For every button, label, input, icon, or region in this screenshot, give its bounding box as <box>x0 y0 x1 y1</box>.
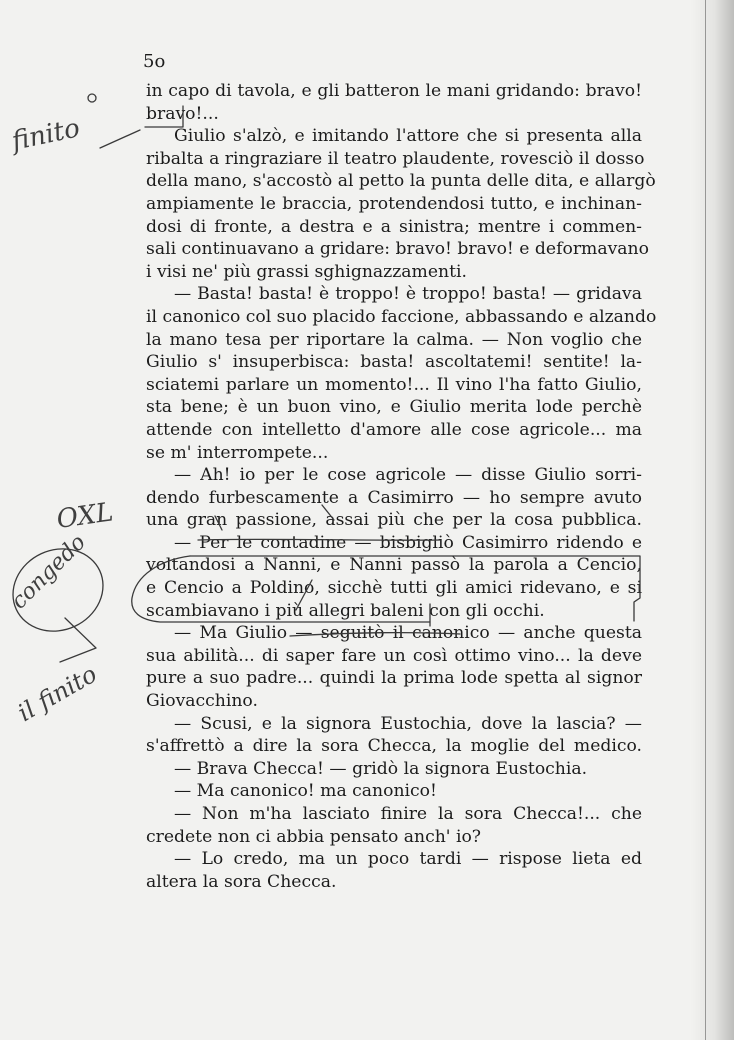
text-line: della mano, s'accostò al petto la punta delle dita, e allargò <box>146 171 656 192</box>
text-line: — Ah! io per le cose agricole — disse Giulio sorri- <box>174 465 642 486</box>
text-line: — Ma canonico! ma canonico! <box>174 781 437 802</box>
text-line: ribalta a ringraziare il teatro plaudente, rovesciò il dosso <box>146 148 645 169</box>
text-line: — Per le contadine — bisbigliò Casimirro ridendo e <box>174 532 642 553</box>
text-line: sciatemi parlare un momento!... Il vino l'ha fatto Giulio, <box>146 374 642 395</box>
text-line: — Lo credo, ma un poco tardi — rispose lieta ed <box>174 849 642 870</box>
text-line: una gran passione, assai più che per la cosa pubblica. <box>146 510 642 531</box>
text-line: — Scusi, e la signora Eustochia, dove la lascia? — <box>174 713 642 734</box>
page-number: 5o <box>143 51 166 72</box>
text-line: sta bene; è un buon vino, e Giulio merita lode perchè <box>146 397 642 418</box>
text-line: il canonico col suo placido faccione, abbassando e alzando <box>146 306 657 327</box>
body-text <box>146 80 657 893</box>
text-line: altera la sora Checca. <box>146 871 337 892</box>
text-line: credete non ci abbia pensato anch' io? <box>146 826 482 847</box>
text-line: Giulio s' insuperbisca: basta! ascoltatemi! sentite! la- <box>146 352 642 373</box>
text-line: e Cencio a Poldino, sicchè tutti gli amici ridevano, e si <box>146 578 642 599</box>
annotation-bracket-arrow <box>60 618 96 662</box>
text-line: Giovacchino. <box>146 691 258 712</box>
text-line: i visi ne' più grassi sghignazzamenti. <box>146 261 467 282</box>
text-line: — Ma Giulio — seguitò il canonico — anche questa <box>174 623 642 644</box>
page-binding-edge <box>705 0 706 1040</box>
annotation-arrow-top <box>100 130 140 148</box>
text-line: dosi di fronte, a destra e a sinistra; mentre i commen- <box>146 216 642 237</box>
text-line: bravo!... <box>146 103 219 124</box>
margin-note-mid-text-1: OXL <box>54 497 116 535</box>
text-line: s'affrettò a dire la sora Checca, la moglie del medico. <box>146 736 642 757</box>
text-line: voltandosi a Nanni, e Nanni passò la parola a Cencio, <box>146 555 642 576</box>
text-line: — Brava Checca! — gridò la signora Eustochia. <box>174 758 588 779</box>
text-line: scambiavano i più allegri baleni con gli occhi. <box>146 600 545 621</box>
margin-note-bottom-text: il finito <box>13 659 102 728</box>
page-binding-shadow <box>690 0 734 1040</box>
text-line: ampiamente le braccia, protendendosi tutto, e inchinan- <box>146 193 642 214</box>
margin-circle-mark <box>88 94 96 102</box>
margin-note-mid <box>0 497 117 645</box>
text-line: dendo furbescamente a Casimirro — ho sempre avuto <box>146 487 642 508</box>
margin-note-mid-text-2: congedo <box>6 529 91 615</box>
text-line: in capo di tavola, e gli batteron le mani gridando: bravo! <box>146 81 642 101</box>
text-line: sali continuavano a gridare: bravo! bravo! e deformavano <box>146 239 649 260</box>
text-line: — Non m'ha lasciato finire la sora Checca!... che <box>174 804 642 824</box>
margin-note-top <box>7 94 96 157</box>
text-line: Giulio s'alzò, e imitando l'attore che si presenta alla <box>174 126 642 147</box>
text-line: — Basta! basta! è troppo! è troppo! basta! — gridava <box>174 284 642 305</box>
text-line: attende con intelletto d'amore alle cose agricole... ma <box>146 419 642 440</box>
text-line: pure a suo padre... quindi la prima lode spetta al signor <box>146 668 642 689</box>
margin-note-top-text: finito <box>9 113 83 157</box>
text-line: se m' interrompete... <box>146 442 329 463</box>
text-line: la mano tesa per riportare la calma. — Non voglio che <box>146 329 642 350</box>
margin-circle-congedo <box>0 534 117 645</box>
text-line: sua abilità... di saper fare un così ottimo vino... la deve <box>146 645 642 666</box>
